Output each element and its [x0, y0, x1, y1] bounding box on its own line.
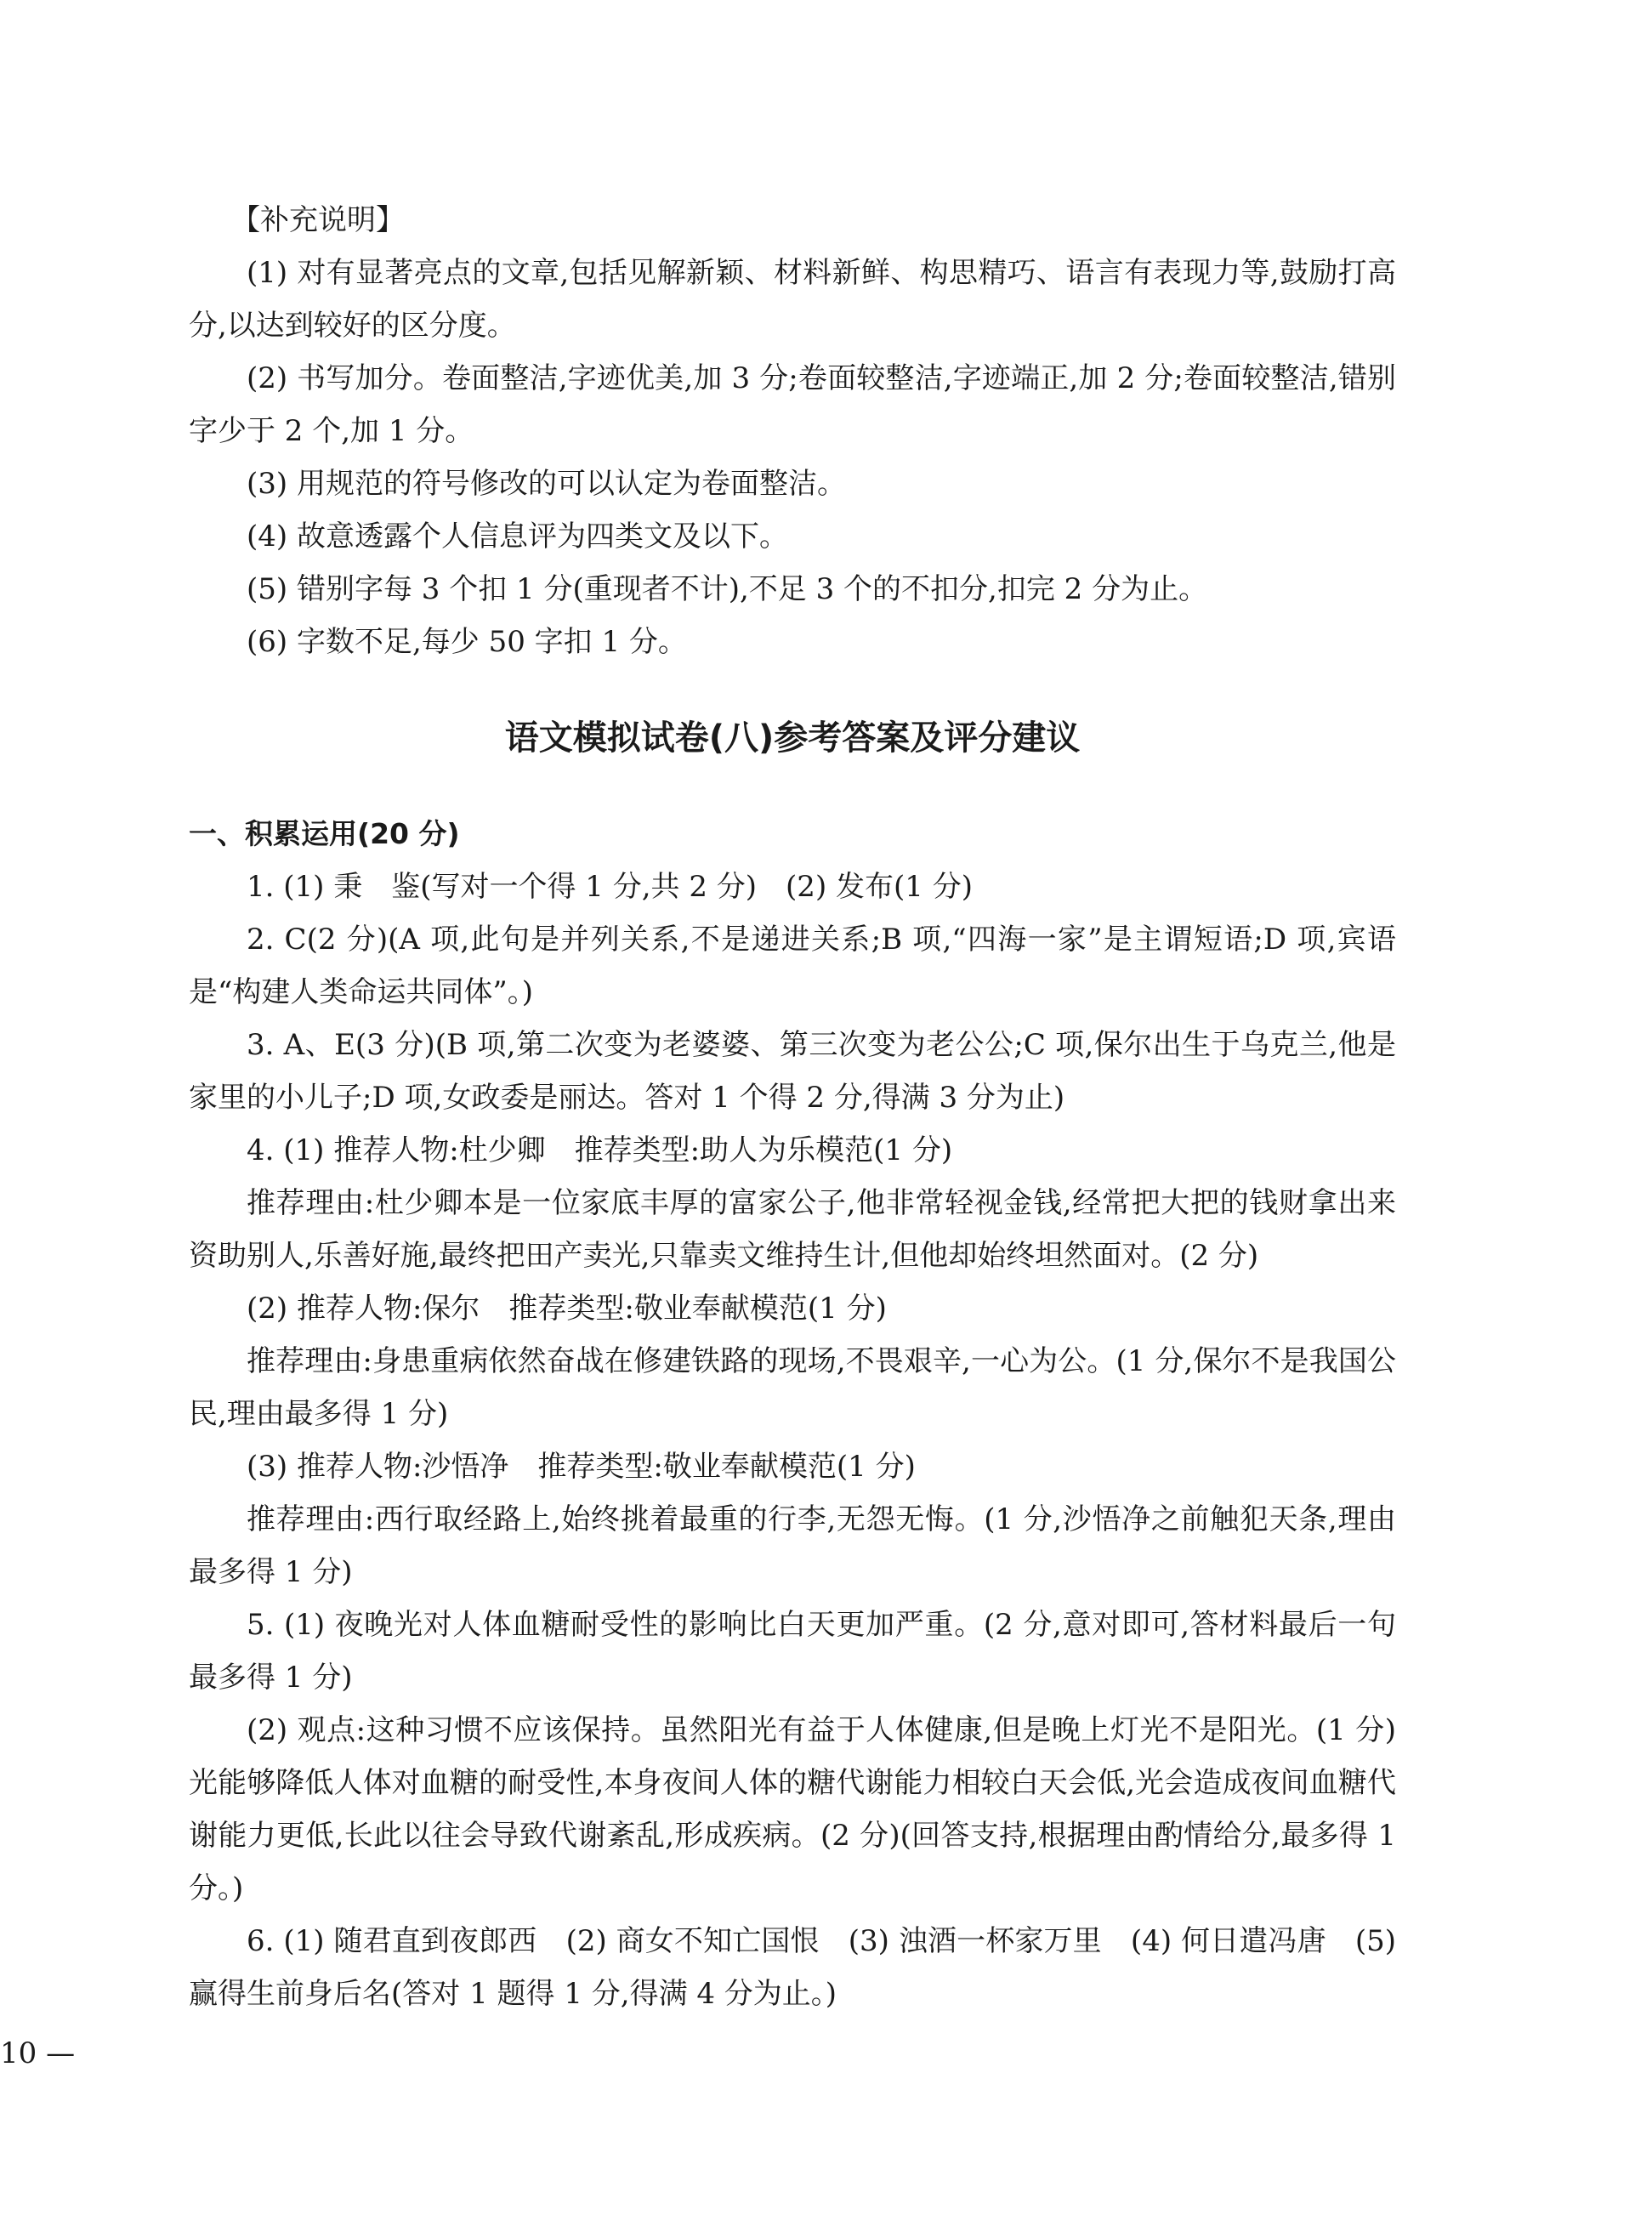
answer-4-3: (3) 推荐人物:沙悟净 推荐类型:敬业奉献模范(1 分) [247, 1450, 916, 1484]
answer-6: 6. (1) 随君直到夜郎西 (2) 商女不知亡国恨 (3) 浊酒一杯家万里 (4) 何日遣冯唐 (5) 赢得生前身后名(答对 1 题得 1 分,得满 4 分为止。) [189, 1924, 1396, 2011]
supplement-title: 【补充说明】 [231, 203, 405, 237]
supplement-item-5: (5) 错别字每 3 个扣 1 分(重现者不计),不足 3 个的不扣分,扣完 2 分为止。 [247, 572, 1208, 606]
supplement-item-1: (1) 对有显著亮点的文章,包括见解新颖、材料新鲜、构思精巧、语言有表现力等,鼓励打高分,以达到较好的区分度。 [189, 256, 1396, 343]
answer-4-1-reason: 推荐理由:杜少卿本是一位家底丰厚的富家公子,他非常轻视金钱,经常把大把的钱财拿出来资助别人,乐善好施,最终把田产卖光,只靠卖文维持生计,但他却始终坦然面对。(2 分) [189, 1186, 1396, 1273]
answer-3: 3. A、E(3 分)(B 项,第二次变为老婆婆、第三次变为老公公;C 项,保尔出生于乌克兰,他是家里的小儿子;D 项,女政委是丽达。答对 1 个得 2 分,得满 3 分为止) [189, 1028, 1396, 1115]
answer-5-2: (2) 观点:这种习惯不应该保持。虽然阳光有益于人体健康,但是晚上灯光不是阳光。(1 分)光能够降低人体对血糖的耐受性,本身夜间人体的糖代谢能力相较白天会低,光会造成夜间血糖代谢能力更低,长此以往会导致代谢紊乱,形成疾病。(2 分)(回答支持,根据理由酌情给分,最多得 1 分。) [189, 1713, 1396, 1905]
answer-4-2-reason: 推荐理由:身患重病依然奋战在修建铁路的现场,不畏艰辛,一心为公。(1 分,保尔不是我国公民,理由最多得 1 分) [189, 1344, 1396, 1431]
answer-2: 2. C(2 分)(A 项,此句是并列关系,不是递进关系;B 项,“四海一家”是主谓短语;D 项,宾语是“构建人类命运共同体”。) [189, 923, 1396, 1009]
page-title: 语文模拟试卷(八)参考答案及评分建议 [504, 718, 1081, 758]
supplement-item-4: (4) 故意透露个人信息评为四类文及以下。 [247, 520, 788, 554]
answer-5-1: 5. (1) 夜晚光对人体血糖耐受性的影响比白天更加严重。(2 分,意对即可,答材料最后一句最多得 1 分) [189, 1608, 1396, 1695]
answer-4-1: 4. (1) 推荐人物:杜少卿 推荐类型:助人为乐模范(1 分) [247, 1133, 953, 1167]
page-content [189, 194, 1396, 2020]
supplement-item-6: (6) 字数不足,每少 50 字扣 1 分。 [247, 625, 687, 659]
supplement-item-3: (3) 用规范的符号修改的可以认定为卷面整洁。 [247, 467, 846, 501]
answer-1: 1. (1) 秉 鉴(写对一个得 1 分,共 2 分) (2) 发布(1 分) [247, 870, 973, 904]
answer-4-3-reason: 推荐理由:西行取经路上,始终挑着最重的行李,无怨无悔。(1 分,沙悟净之前触犯天条,理由最多得 1 分) [189, 1502, 1396, 1589]
answer-4-2: (2) 推荐人物:保尔 推荐类型:敬业奉献模范(1 分) [247, 1292, 887, 1326]
section-title: 一、积累运用(20 分) [189, 817, 460, 850]
supplement-item-2: (2) 书写加分。卷面整洁,字迹优美,加 3 分;卷面较整洁,字迹端正,加 2 分;卷面较整洁,错别字少于 2 个,加 1 分。 [189, 361, 1396, 448]
page-number: 10 — [0, 2036, 76, 2070]
